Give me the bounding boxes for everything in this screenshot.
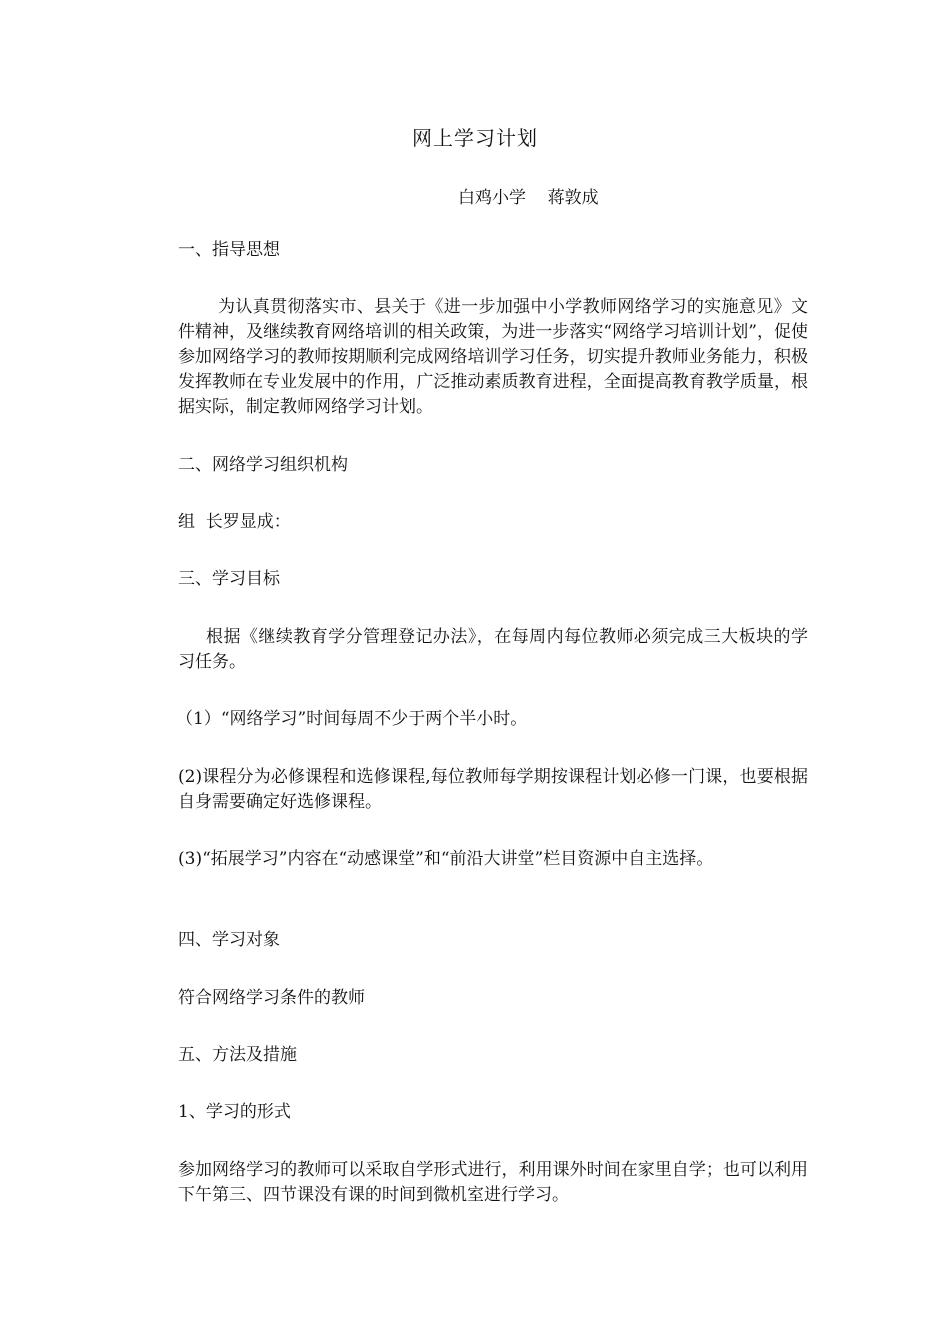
section-heading-methods: 五、方法及措施 bbox=[178, 1045, 297, 1065]
section-heading-guiding-thought: 一、指导思想 bbox=[178, 240, 280, 260]
document-title: 网上学习计划 bbox=[412, 126, 538, 150]
organization-line: 组 长罗显成： bbox=[178, 512, 291, 532]
subheading-learning-form: 1、学习的形式 bbox=[178, 1102, 291, 1122]
goal-item-3: (3)“拓展学习”内容在“动感课堂”和“前沿大讲堂”栏目资源中自主选择。 bbox=[178, 849, 714, 869]
paragraph-learning-form: 参加网络学习的教师可以采取自学形式进行，利用课外时间在家里自学；也可以利用下午第三、四节课没有课的时间到微机室进行学习。 bbox=[178, 1160, 808, 1205]
section-heading-audience: 四、学习对象 bbox=[178, 930, 280, 950]
section-heading-organization: 二、网络学习组织机构 bbox=[178, 455, 348, 475]
goal-item-2: (2)课程分为必修课程和选修课程,每位教师每学期按课程计划必修一门课，也要根据自身需要确定好选修课程。 bbox=[178, 767, 808, 812]
document-author: 白鸡小学 蒋敦成 bbox=[458, 188, 599, 208]
paragraph-guiding-thought: 为认真贯彻落实市、县关于《进一步加强中小学教师网络学习的实施意见》文件精神，及继续教育网络培训的相关政策，为进一步落实“网络学习培训计划”，促使参加网络学习的教师按期顺利完成网络培训学习任务，切实提升教师业务能力，积极发挥教师在专业发展中的作用，广泛推动素质教育进程，全面提高教育教学质量，根据实际，制定教师网络学习计划。 bbox=[178, 297, 808, 417]
section-heading-goals: 三、学习目标 bbox=[178, 569, 280, 589]
goal-item-1: （1）“网络学习”时间每周不少于两个半小时。 bbox=[176, 709, 528, 729]
audience-line: 符合网络学习条件的教师 bbox=[178, 988, 365, 1008]
paragraph-goals: 根据《继续教育学分管理登记办法》，在每周内每位教师必须完成三大板块的学习任务。 bbox=[178, 627, 808, 672]
